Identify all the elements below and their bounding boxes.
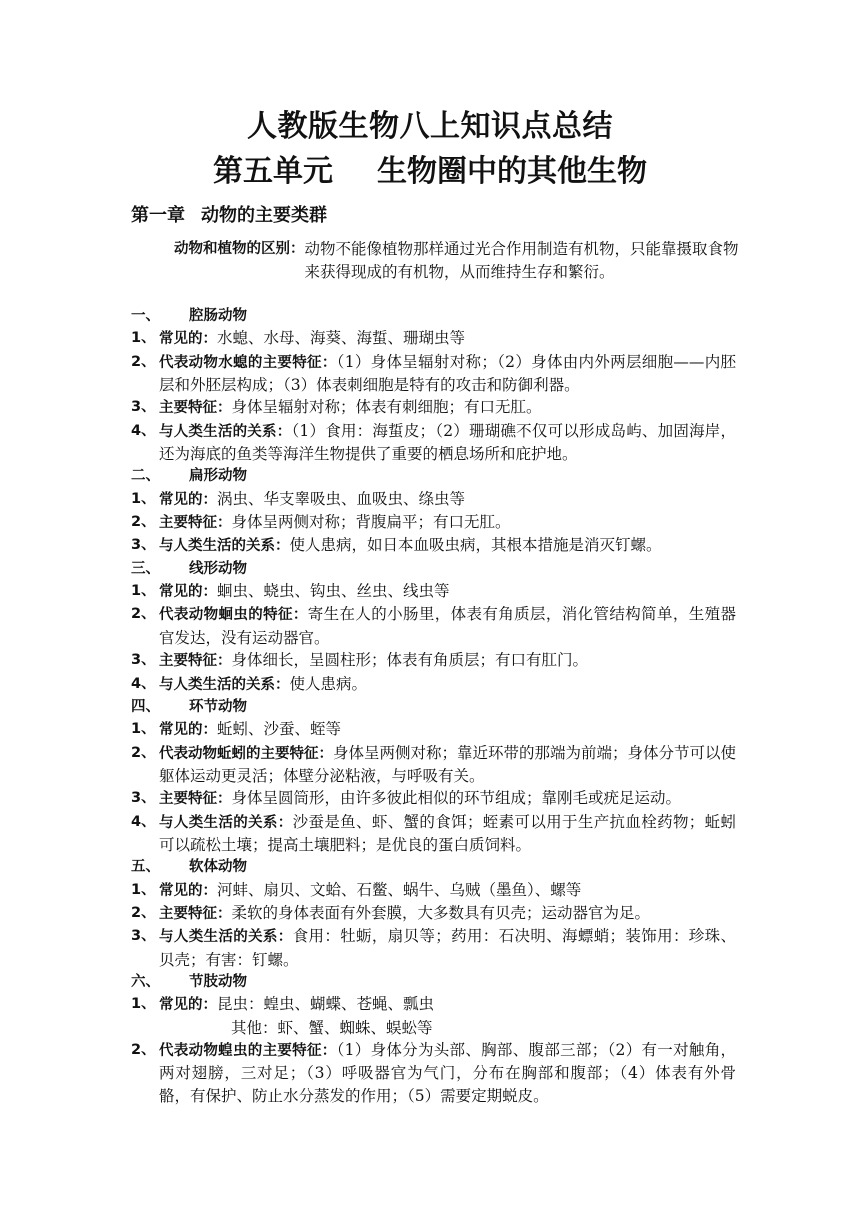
item-number: 2、 <box>131 606 156 623</box>
list-item <box>131 580 736 603</box>
item-text: 使人患病，如日本血吸虫病，其根本措施是消灭钉螺。 <box>289 536 662 555</box>
list-item <box>131 603 736 649</box>
item-content <box>159 603 736 649</box>
item-number: 2、 <box>131 744 156 761</box>
item-number: 1、 <box>131 996 156 1013</box>
section-title: 节肢动物 <box>189 973 247 990</box>
chapter-name: 动物的主要类群 <box>201 205 327 226</box>
item-label: 与人类生活的关系： <box>159 814 293 831</box>
item-content <box>159 327 736 350</box>
item-number: 1、 <box>131 330 156 347</box>
section <box>131 305 736 465</box>
item-number: 1、 <box>131 881 156 898</box>
unit-name: 生物圈中的其他生物 <box>377 154 647 189</box>
item-number: 2、 <box>131 353 156 370</box>
item-text: 蛔虫、蛲虫、钩虫、丝虫、线虫等 <box>217 582 450 601</box>
section-title: 扁形动物 <box>189 468 247 485</box>
list-item <box>131 327 736 350</box>
item-label: 代表动物水螅的主要特征： <box>159 354 337 371</box>
item-label: 主要特征： <box>159 400 232 417</box>
section <box>131 856 736 971</box>
item-content <box>159 787 736 810</box>
section <box>131 696 736 856</box>
item-text: 涡虫、华支睾吸虫、血吸虫、绦虫等 <box>217 489 466 508</box>
item-label: 常见的： <box>159 584 217 601</box>
item-text: 身体呈两侧对称；靠近环带的那端为前端；身体分节可以使躯体运动更灵活；体壁分泌粘液，与呼吸有关。 <box>159 743 737 785</box>
section-heading <box>131 696 736 718</box>
item-content <box>159 742 736 788</box>
item-label: 常见的： <box>159 722 217 739</box>
intro-text: 动物不能像植物那样通过光合作用制造有机物，只能靠摄取食物来获得现成的有机物，从而维持生存和繁衍。 <box>304 240 739 281</box>
item-content <box>159 488 736 511</box>
item-number: 4、 <box>131 422 156 439</box>
item-content <box>159 420 736 466</box>
item-number: 1、 <box>131 583 156 600</box>
item-content <box>159 534 736 557</box>
unit-heading <box>0 150 860 194</box>
list-item <box>131 742 736 788</box>
unit-number: 第五单元 <box>213 154 333 189</box>
section-title: 线形动物 <box>189 560 247 577</box>
item-content <box>159 879 736 902</box>
item-content <box>159 925 736 971</box>
list-item <box>131 993 736 1039</box>
section-number: 二、 <box>131 468 160 485</box>
item-number: 4、 <box>131 813 156 830</box>
item-text: （1）身体分为头部、胸部、腹部三部；（2）有一对触角，两对翅膀，三对足；（3）呼吸器官为气门，分布在胸部和腹部；（4）体表有外骨骼，有保护、防止水分蒸发的作用；（5）需要定期蜕皮。 <box>159 1041 736 1105</box>
section-heading <box>131 856 736 878</box>
item-label: 主要特征： <box>159 791 232 808</box>
list-item <box>131 351 736 397</box>
item-text: 河蚌、扇贝、文蛤、石鳖、蜗牛、乌贼（墨鱼）、螺等 <box>217 880 582 899</box>
item-text: （1）食用：海蜇皮；（2）珊瑚礁不仅可以形成岛屿、加固海岸，还为海底的鱼类等海洋生物提供了重要的栖息场所和庇护地。 <box>159 421 737 464</box>
list-item <box>131 673 736 696</box>
chapter-number: 第一章 <box>131 205 185 226</box>
item-content <box>159 580 736 603</box>
item-content <box>159 811 736 857</box>
item-number: 3、 <box>131 537 156 554</box>
sections-container <box>131 305 736 1107</box>
section-number: 四、 <box>131 698 160 715</box>
item-label: 与人类生活的关系： <box>159 538 290 555</box>
document-title: 人教版生物八上知识点总结 <box>247 109 613 144</box>
list-item <box>131 902 736 925</box>
section-title: 软体动物 <box>189 859 247 876</box>
item-content <box>159 718 736 741</box>
list-item <box>131 879 736 902</box>
section-heading <box>131 305 736 327</box>
section-number: 五、 <box>131 859 160 876</box>
item-text: 使人患病。 <box>289 674 368 693</box>
list-item <box>131 925 736 971</box>
item-text: 柔软的身体表面有外套膜，大多数具有贝壳；运动器官为足。 <box>231 903 651 922</box>
list-item <box>131 811 736 857</box>
item-label: 常见的： <box>159 491 217 508</box>
item-text: 身体细长，呈圆柱形；体表有角质层；有口有肛门。 <box>231 651 589 670</box>
intro-paragraph <box>174 238 744 284</box>
item-content <box>159 511 736 534</box>
list-item <box>131 1039 736 1107</box>
item-label: 代表动物蚯蚓的主要特征： <box>159 745 333 762</box>
item-label: 常见的： <box>159 331 217 348</box>
item-text: 身体呈两侧对称；背腹扁平；有口无肛。 <box>231 513 511 532</box>
item-subline: 其他：虾、蟹、蜘蛛、蜈蚣等 <box>231 1018 433 1037</box>
item-content <box>159 902 736 925</box>
item-label: 代表动物蛔虫的特征： <box>159 607 308 624</box>
section <box>131 558 736 696</box>
item-text: 身体呈圆筒形，由许多彼此相似的环节组成；靠刚毛或疣足运动。 <box>231 789 682 808</box>
item-content <box>159 1039 736 1107</box>
item-label: 代表动物蝗虫的主要特征： <box>159 1043 337 1059</box>
item-label: 常见的： <box>159 882 217 899</box>
item-number: 3、 <box>131 928 156 945</box>
item-number: 3、 <box>131 399 156 416</box>
item-text: 沙蚕是鱼、虾、蟹的食饵；蛭素可以用于生产抗血栓药物；蚯蚓可以疏松土壤；提高土壤肥料；是优良的蛋白质饲料。 <box>159 812 736 854</box>
item-number: 3、 <box>131 652 156 669</box>
section-title: 腔肠动物 <box>189 308 247 324</box>
item-number: 1、 <box>131 721 156 738</box>
section-number: 一、 <box>131 308 160 324</box>
list-item <box>131 787 736 810</box>
item-content <box>159 649 736 672</box>
item-label: 与人类生活的关系： <box>159 676 290 693</box>
list-item <box>131 534 736 557</box>
item-number: 2、 <box>131 514 156 531</box>
list-item <box>131 396 736 419</box>
list-item <box>131 420 736 466</box>
item-label: 常见的： <box>159 997 217 1014</box>
section <box>131 971 736 1107</box>
item-label: 与人类生活的关系： <box>159 423 292 440</box>
item-text: 身体呈辐射对称；体表有刺细胞；有口无肛。 <box>231 398 542 417</box>
list-item <box>131 511 736 534</box>
item-number: 4、 <box>131 675 156 692</box>
intro-label: 动物和植物的区别： <box>174 241 305 257</box>
item-text: （1）身体呈辐射对称；（2）身体由内外两层细胞——内胚层和外胚层构成；（3）体表刺细胞是特有的攻击和防御利器。 <box>159 352 736 395</box>
section-heading <box>131 971 736 993</box>
item-label: 主要特征： <box>159 905 232 922</box>
item-content <box>159 673 736 696</box>
list-item <box>131 718 736 741</box>
item-text: 水螅、水母、海葵、海蜇、珊瑚虫等 <box>217 329 466 348</box>
item-text: 昆虫：蝗虫、蝴蝶、苍蝇、瓢虫 <box>217 995 435 1014</box>
item-content <box>159 351 736 397</box>
item-text: 寄生在人的小肠里，体表有角质层，消化管结构简单，生殖器官发达，没有运动器官。 <box>159 605 736 647</box>
item-number: 1、 <box>131 490 156 507</box>
section-number: 三、 <box>131 560 160 577</box>
list-item <box>131 649 736 672</box>
item-number: 3、 <box>131 790 156 807</box>
item-content <box>159 993 736 1039</box>
item-text: 食用：牡蛎，扇贝等；药用：石决明、海螵蛸；装饰用：珍珠、贝壳；有害：钉螺。 <box>159 927 736 969</box>
item-text: 蚯蚓、沙蚕、蛭等 <box>217 720 342 739</box>
section-heading <box>131 465 736 487</box>
section <box>131 465 736 557</box>
item-label: 与人类生活的关系： <box>159 929 293 946</box>
chapter-heading <box>131 202 327 230</box>
section-title: 环节动物 <box>189 698 247 715</box>
item-label: 主要特征： <box>159 515 232 532</box>
item-label: 主要特征： <box>159 653 232 670</box>
section-number: 六、 <box>131 973 160 990</box>
section-heading <box>131 558 736 580</box>
list-item <box>131 488 736 511</box>
item-content <box>159 396 736 419</box>
item-number: 2、 <box>131 904 156 921</box>
item-number: 2、 <box>131 1042 156 1058</box>
